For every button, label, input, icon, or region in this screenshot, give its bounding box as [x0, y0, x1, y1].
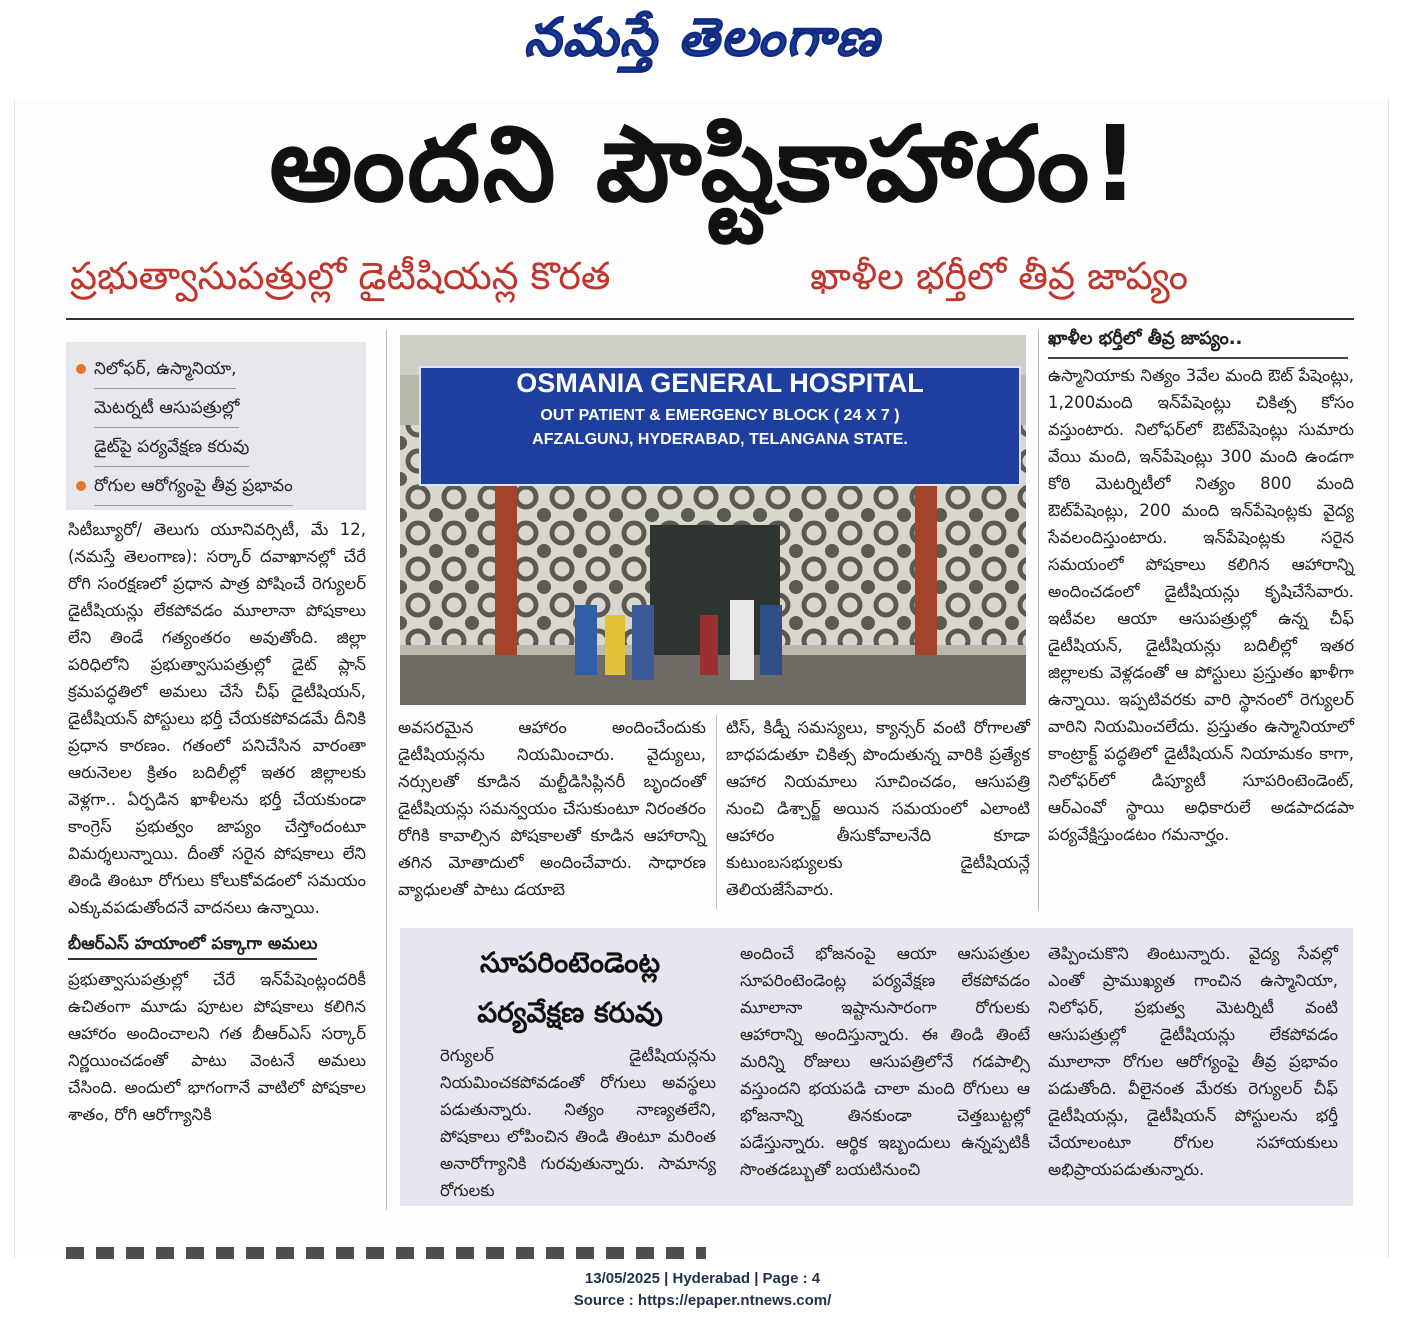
footer-source: Source : https://epaper.ntnews.com/ — [573, 1292, 832, 1309]
page-footer — [0, 1268, 1405, 1312]
highlight-line: రోగుల ఆరోగ్యంపై తీవ్ర ప్రభావం — [94, 467, 293, 506]
bullet-icon — [76, 364, 86, 374]
highlight-line: మెటర్నటీ ఆసుపత్రుల్లో — [94, 389, 239, 428]
next-article-edge — [66, 1247, 706, 1259]
bullet-icon — [76, 481, 86, 491]
box-title-line-1: సూపరింటెండెంట్ల — [479, 946, 661, 979]
newspaper-logo: నమస్తే తెలంగాణ — [524, 8, 881, 68]
box-paragraph-1: రెగ్యులర్ డైటీషియన్లను నియమించకపోవడంతో రోగులు అవస్థలు పడుతున్నారు. నిత్యం నాణ్యతలేని, పోషకాలు లోపించిన తిండి తింటూ మరింత అనారోగ్యానికి గురవుతున్నారు. సామాన్య రోగులకు — [440, 1046, 716, 1200]
column-divider — [386, 330, 387, 1210]
column-3: టిస్, కిడ్నీ సమస్యలు, క్యాన్సర్ వంటి రోగాలతో బాధపడుతూ చికిత్స పొందుతున్న వారికి ప్రత్యేక ఆహార నియమాలు సూచించడం, ఆసుపత్రి నుంచి డిశ్చార్జ్ అయిన సమయంలో ఎలాంటి ఆహారం తీసుకోవాలనేది కూడా కుటుంబసభ్యులకు డైటీషియన్లే తెలియజేసేవారు. — [726, 718, 1030, 899]
box-title — [420, 938, 720, 1038]
column-1-paragraph-2: ప్రభుత్వాసుపత్రుల్లో చేరే ఇన్‌పేషెంట్లందరికీ ఉచితంగా మూడు పూటల పోషకాలు కలిగిన ఆహారం అందించాలని గత బీఆర్ఎస్ సర్కార్ నిర్ణయించడంతో పాటు వెంటనే అమలు చేసింది. అందులో భాగంగానే వాటిలో పోషకాల శాతం, రోగి ఆరోగ్యానికి — [68, 970, 366, 1124]
column-divider — [716, 714, 717, 910]
hospital-sign-line-1: OSMANIA GENERAL HOSPITAL — [516, 368, 924, 398]
box-paragraph-2: అందించే భోజనంపై ఆయా ఆసుపత్రుల సూపరింటెండెంట్ల పర్యవేక్షణ లేకపోవడం మూలానా ఇష్టానుసారంగా రోగులకు ఆహారాన్ని అందిస్తున్నారు. ఈ తిండి తింటే మరిన్ని రోజులు ఆసుపత్రిలోనే గడపాల్సి వస్తుందని భయపడి చాలా మంది రోగులు ఆ భోజనాన్ని తినకుండా చెత్తబుట్టల్లో పడేస్తున్నారు. ఆర్థిక ఇబ్బందులు ఉన్నప్పటికీ సొంతడబ్బుతో బయటినుంచి — [740, 944, 1030, 1179]
highlight-item — [72, 467, 360, 506]
highlight-item — [72, 350, 360, 467]
column-1-subhead: బీఆర్ఎస్ హయాంలో పక్కాగా అమలు — [68, 931, 317, 960]
highlights-box — [66, 342, 366, 510]
column-4-subhead: ఖాళీల భర్తీలో తీవ్ర జాప్యం.. — [1048, 328, 1348, 359]
footer-date-location: 13/05/2025 | Hyderabad | Page : 4 — [584, 1270, 821, 1287]
subheadline-right: ఖాళీల భర్తీలో తీవ్ర జాప్యం — [810, 254, 1189, 298]
masthead — [0, 0, 1405, 100]
superintendent-box — [400, 928, 1353, 1206]
highlight-line: డైట్‌పై పర్యవేక్షణ కరువు — [94, 428, 249, 467]
highlight-line: నిలోఫర్, ఉస్మానియా, — [94, 350, 236, 389]
column-2: అవసరమైన ఆహారం అందించేందుకు డైటీషియన్లను నియమించారు. వైద్యులు, నర్సులతో కూడిన మల్టీడిసిప్లినరీ బృందంతో డైటీషియన్లు సమన్వయం చేసుకుంటూ నిరంతరం రోగికి కావాల్సిన పోషకాలతో కూడిన ఆహారాన్ని తగిన మోతాదులో అందించేవారు. సాధారణ వ్యాధులతో పాటు డయాబె — [398, 718, 706, 899]
headline: అందని పౌష్టికాహారం! — [269, 103, 1141, 225]
hospital-sign-line-3: AFZALGUNJ, HYDERABAD, TELANGANA STATE. — [532, 431, 908, 448]
hospital-photo — [400, 335, 1026, 705]
subheadline-left: ప్రభుత్వాసుపత్రుల్లో డైటీషియన్ల కొరత — [70, 254, 611, 298]
hospital-sign-line-2: OUT PATIENT & EMERGENCY BLOCK ( 24 X 7 ) — [540, 407, 900, 424]
column-1 — [68, 516, 366, 1128]
box-paragraph-3: తెప్పించుకొని తింటున్నారు. వైద్య సేవల్లో ఎంతో ప్రాముఖ్యత గాంచిన ఉస్మానియా, నిలోఫర్, ప్రభుత్వ మెటర్నిటీ వంటి ఆసుపత్రుల్లో డైటీషియన్లు లేకపోవడం మూలానా రోగుల ఆరోగ్యంపై తీవ్ర ప్రభావం పడుతోంది. వీలైనంత మేరకు రెగ్యులర్ చీఫ్ డైటీషియన్లు, డైటీషియన్ పోస్టులను భర్తీ చేయాలంటూ రోగుల సహాయకులు అభిప్రాయపడుతున్నారు. — [1048, 944, 1338, 1179]
headline-divider — [66, 318, 1354, 320]
box-title-line-2: పర్యవేక్షణ కరువు — [477, 996, 663, 1029]
column-4: ఉస్మానియాకు నిత్యం 3వేల మంది ఔట్ పేషెంట్లు, 1,200మంది ఇన్‌పేషెంట్లు చికిత్స కోసం వస్తుంటారు. నిలోఫర్‌లో ఔట్‌పేషెంట్లు సుమారు వేయి మంది, ఇన్‌పేషెంట్లు 300 మంది ఉండగా కోఠి మెటర్నిటీలో నిత్యం 800 మంది ఔట్‌పేషెంట్లు, 200 మంది ఇన్‌పేషెంట్లకు వైద్య సేవలందిస్తుంటారు. ఇన్‌పేషెంట్లకు సరైన సమయంలో పోషకాలు కలిగిన ఆహారాన్ని అందించడంలో డైటీషియన్లు కృషిచేసేవారు. ఇటీవల ఆయా ఆసుపత్రుల్లో ఉన్న చీఫ్ డైటీషియన్, డైటీషియన్లు బదిలీల్లో ఇతర జిల్లాలకు వెళ్లడంతో ఆ పోస్టులు ప్రస్తుతం ఖాళీగా ఉన్నాయి. ఇప్పటివరకు వారి స్థానంలో రెగ్యులర్ వారిని నియమించలేదు. ప్రస్తుతం ఉస్మానియాలో కాంట్రాక్ట్ పద్ధతిలో డైటీషియన్ నియామకం కాగా, నిలోఫర్‌లో డిప్యూటీ సూపరింటెండెంట్, ఆర్ఎంవో స్థాయి అధికారులే అడపాదడపా పర్యవేక్షిస్తుండటం గమనార్హం. — [1048, 366, 1354, 844]
column-divider — [1038, 330, 1039, 910]
column-1-paragraph-1: సిటీబ్యూరో/ తెలుగు యూనివర్సిటీ, మే 12,(నమస్తే తెలంగాణ): సర్కార్ దవాఖానల్లో చేరే రోగి సంరక్షణలో ప్రధాన పాత్ర పోషించే రెగ్యులర్ డైటీషియన్లు లేకపోవడం మూలానా పోషకాలు లేని తిండే గత్యంతరం అవుతోంది. జిల్లా పరిధిలోని ప్రభుత్వాసుపత్రుల్లో డైట్ ప్లాన్ క్రమపద్ధతిలో అమలు చేసే చీఫ్ డైటీషియన్, డైటీషియన్ పోస్టులు భర్తీ చేయకపోవడమే దీనికి ప్రధాన కారణం. గతంలో పనిచేసిన వారంతా ఆరునెలల క్రితం బదిలీల్లో ఇతర జిల్లాలకు వెళ్లగా.. ఏర్పడిన ఖాళీలను భర్తీ చేయకుండా కాంగ్రెస్ ప్రభుత్వం జాప్యం చేస్తోందంటూ విమర్శలున్నాయి. దీంతో సరైన పోషకాలు లేని తిండి తింటూ రోగులు కోలుకోవడంలో సమయం ఎక్కువపడుతోందనే వాదనలు ఉన్నాయి. — [68, 520, 366, 917]
